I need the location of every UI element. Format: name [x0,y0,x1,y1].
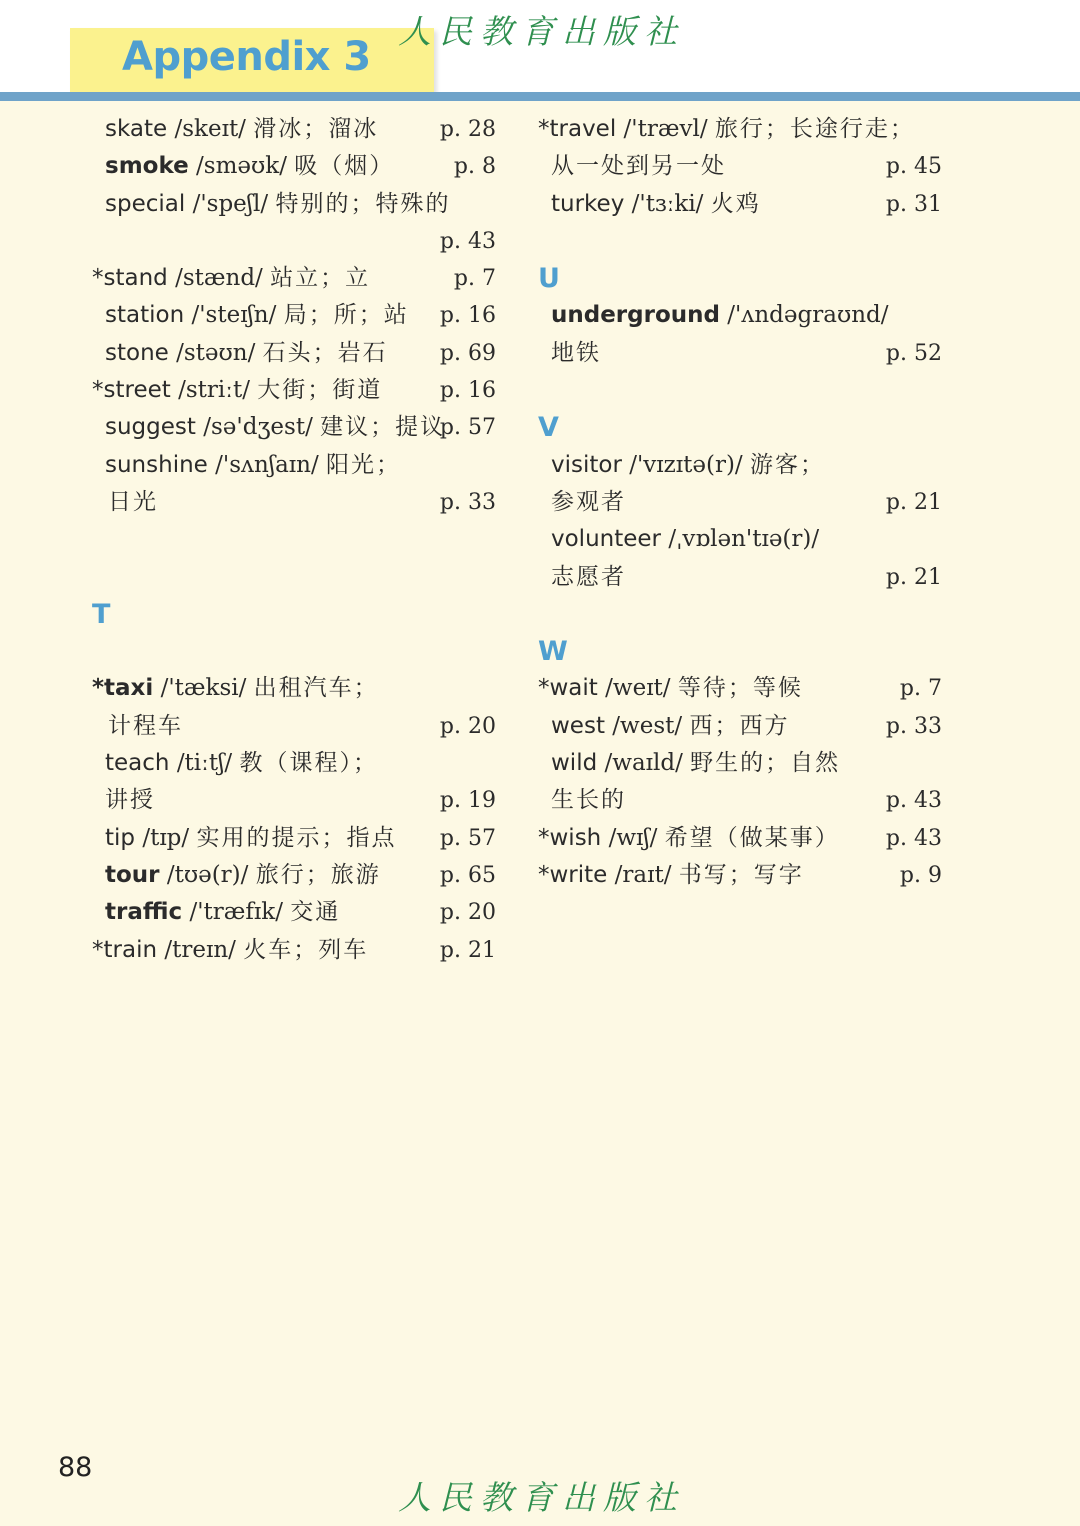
entry-tip: tip /tɪp/ 实用的提示；指点 p. 57 [105,824,496,851]
entry-travel: *travel /'trævl/ 旅行；长途行走； [538,116,915,142]
entry-write: *write /raɪt/ 书写；写字 p. 9 [538,861,942,888]
spacer [538,596,942,633]
entry-visitor-cont: 参观者 p. 21 [551,488,942,515]
spacer [92,633,496,670]
entry-station: station /'steɪʃn/ 局；所；站 p. 16 [105,302,496,329]
entry-special: special /'speʃl/ 特别的；特殊的 [105,190,451,217]
publisher-logo-top: 人民教育出版社 [398,12,685,51]
entry-stand: *stand /stænd/ 站立；立 p. 7 [92,265,496,292]
entry-west: west /west/ 西；西方 p. 33 [551,712,942,739]
entry-wild: wild /waɪld/ 野生的；自然 [551,750,841,777]
entry-sunshine: sunshine /'sʌnʃaɪn/ 阳光； [105,451,402,478]
entry-wild-cont: 生长的 p. 43 [551,787,942,814]
entry-smoke: smoke /sməʊk/ 吸（烟） p. 8 [105,153,496,180]
entry-volunteer-cont: 志愿者 p. 21 [551,563,942,590]
spacer [538,372,942,409]
entry-volunteer: volunteer /ˌvɒlən'tɪə(r)/ [551,526,820,553]
entry-visitor: visitor /'vɪzɪtə(r)/ 游客； [551,451,825,478]
page-title: Appendix 3 [122,34,371,80]
spacer [92,559,496,596]
entry-travel-cont: 从一处到另一处 p. 45 [551,153,942,180]
section-letter-v: V [538,412,559,444]
entry-taxi: *taxi /'tæksi/ 出租汽车； [92,675,379,702]
entry-turkey: turkey /'tɜːki/ 火鸡 p. 31 [551,190,942,217]
entry-sunshine-cont: 日光 p. 33 [108,488,496,515]
entry-teach: teach /tiːtʃ/ 教（课程）； [105,750,378,777]
spacer [92,521,496,558]
entry-suggest: suggest /sə'dʒest/ 建议；提议 p. 57 [105,414,496,441]
entry-taxi-cont: 计程车 p. 20 [108,712,496,739]
glossary-column-right [538,111,942,894]
page-number: 88 [58,1452,93,1483]
appendix-title-box [70,28,434,92]
section-letter-w: W [538,636,568,668]
entry-stone: stone /stəʊn/ 石头；岩石 p. 69 [105,339,496,366]
entry-underground: underground /'ʌndəgraʊnd/ [551,302,889,329]
entry-street: *street /striːt/ 大街；街道 p. 16 [92,377,496,404]
entry-teach-cont: 讲授 p. 19 [105,787,496,814]
entry-wait: *wait /weɪt/ 等待；等候 p. 7 [538,675,942,702]
entry-underground-cont: 地铁 p. 52 [551,339,942,366]
spacer [538,223,942,260]
entry-train: *train /treɪn/ 火车；列车 p. 21 [92,936,496,963]
entry-tour: tour /tʊə(r)/ 旅行；旅游 p. 65 [105,861,496,888]
entry-skate: skate /skeɪt/ 滑冰；溜冰 p. 28 [105,116,496,142]
entry-traffic: traffic /'træfɪk/ 交通 p. 20 [105,899,496,926]
entry-special-page: p. 43 [439,228,496,254]
glossary-column-left [92,111,496,969]
section-letter-t: T [92,598,111,630]
publisher-logo-bottom: 人民教育出版社 [398,1478,685,1517]
entry-wish: *wish /wɪʃ/ 希望（做某事） p. 43 [538,824,942,851]
header-divider [0,92,1080,101]
section-letter-u: U [538,263,560,295]
